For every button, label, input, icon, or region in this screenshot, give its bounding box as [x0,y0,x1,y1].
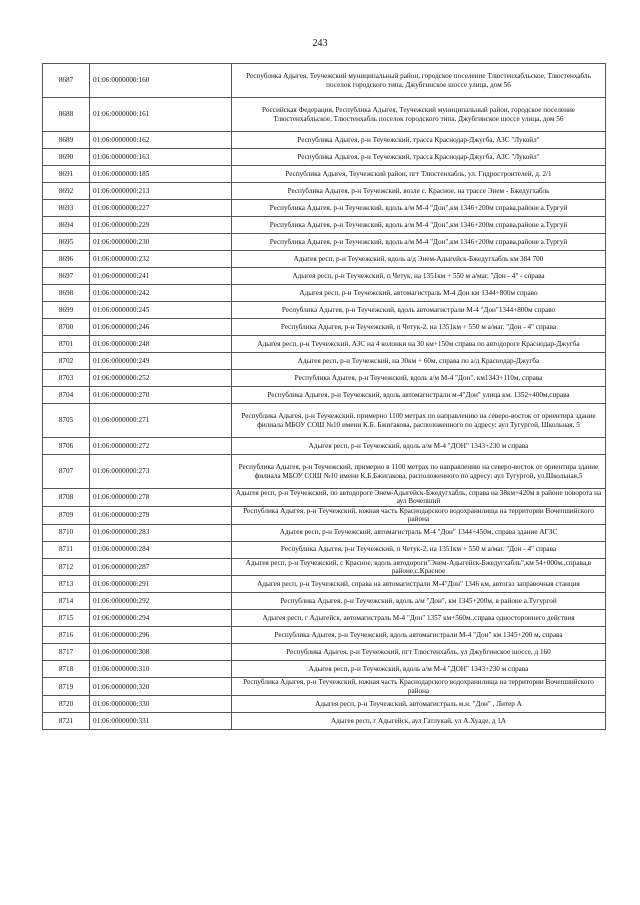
cadastral-number-cell: 01:06:0000000:294 [90,610,232,627]
cadastral-number-cell: 01:06:0000000:185 [90,166,232,183]
table-row [43,524,606,541]
row-number-cell: 8698 [43,285,90,302]
table-row [43,217,606,234]
address-cell: Республика Адыгея, р-н Теучежский, южная часть Краснодарского водохранилища на территории Вочепшийского района [232,678,606,696]
cadastral-number-cell: 01:06:0000000:271 [90,404,232,438]
row-number-cell: 8716 [43,627,90,644]
cadastral-number-cell: 01:06:0000000:272 [90,438,232,455]
table-row [43,610,606,627]
address-cell: Адыгея респ, р-н Теучежский, справа на автомагистрали М-4"Дон" 1346 км, автогаз заправочная станция [232,576,606,593]
row-number-cell: 8721 [43,713,90,730]
address-cell: Республика Адыгея, р-н Теучежский, вдоль а/м М-4 "Дон",км 1346+200м справа,районе а.Тургуй [232,234,606,251]
cadastral-number-cell: 01:06:0000000:283 [90,524,232,541]
row-number-cell: 8708 [43,489,90,507]
address-cell: Республика Адыгея, р-н Теучежский, п Четук-2, на 1351км + 550 м а/маг. "Дон - 4" справа [232,541,606,558]
address-cell: Адыгея респ, р-н Теучежский, АЗС на 4 колонки на 30 км+150м справа по автодороге Краснодар-Джугба [232,336,606,353]
table-row [43,387,606,404]
table-row [43,285,606,302]
table-row [43,166,606,183]
address-cell: Республика Адыгея, р-н Теучежский, вдоль а/м М-4 "Дон",км 1346+200м справа,районе а.Тургуй [232,217,606,234]
row-number-cell: 8687 [43,64,90,98]
cadastral-number-cell: 01:06:0000000:245 [90,302,232,319]
cadastral-number-cell: 01:06:0000000:296 [90,627,232,644]
row-number-cell: 8717 [43,644,90,661]
row-number-cell: 8700 [43,319,90,336]
registry-table [42,63,606,730]
address-cell: Республика Адыгея, р-н Теучежский, вдоль а/м "Дон", км 1345+200м, в районе а.Тугургой [232,593,606,610]
table-row [43,678,606,696]
cadastral-number-cell: 01:06:0000000:213 [90,183,232,200]
row-number-cell: 8705 [43,404,90,438]
row-number-cell: 8691 [43,166,90,183]
address-cell: Республика Адыгея, р-н Теучежский, трасса Краснодар-Джугба, АЗС "Лукойл" [232,132,606,149]
cadastral-number-cell: 01:06:0000000:331 [90,713,232,730]
table-row [43,438,606,455]
table-row [43,200,606,217]
address-cell: Адыгея респ, г Адыгейск, аул Гатлукай, ул А.Хуаде, д 1А [232,713,606,730]
row-number-cell: 8711 [43,541,90,558]
cadastral-number-cell: 01:06:0000000:320 [90,678,232,696]
address-cell: Республика Адыгея, р-н Теучежский, трасса Краснодар-Джугба, АЗС "Лукойл" [232,149,606,166]
registry-table-body [43,64,606,730]
address-cell: Республика Адыгея, р-н Теучежский, вдоль автомагистрали М-4 "Дон"1344+800м справо [232,302,606,319]
row-number-cell: 8701 [43,336,90,353]
row-number-cell: 8707 [43,455,90,489]
page-number: 243 [312,38,328,49]
row-number-cell: 8702 [43,353,90,370]
address-cell: Республика Адыгея, р-н Теучежский, вдоль а/м М-4 "Дон",км 1346+200м справа,районе а.Тургуй [232,200,606,217]
table-row [43,234,606,251]
table-row [43,370,606,387]
cadastral-number-cell: 01:06:0000000:270 [90,387,232,404]
table-row [43,268,606,285]
table-row [43,336,606,353]
table-row [43,353,606,370]
row-number-cell: 8706 [43,438,90,455]
address-cell: Адыгея респ, р-н Теучежский, вдоль а/м М-4 "ДОН" 1343+230 м справа [232,438,606,455]
address-cell: Республика Адыгея, р-н Теучежский, примерно 1100 метрах по направлению на северо-восток от ориентира здание филиала МБОУ СОШ №10 имени К.Б. Бжигакова, расположенного по адресу: аул Тугургой, Школьная, 5 [232,404,606,438]
address-cell: Республика Адыгея, р-н Теучежский, вдоль автомагистрали М-4 "Дон" км 1345+200 м, справа [232,627,606,644]
row-number-cell: 8699 [43,302,90,319]
table-row [43,64,606,98]
row-number-cell: 8694 [43,217,90,234]
row-number-cell: 8695 [43,234,90,251]
address-cell: Адыгея респ, р-н Теучежский, автомагистраль м.н. "Дон" , Литер А [232,696,606,713]
row-number-cell: 8714 [43,593,90,610]
address-cell: Адыгея респ, р-н Теучежский, по автодороге Энем-Адыгейск-Бжедугхабль, справа на 38км+420м в районе поворота на аул Вочепший [232,489,606,507]
cadastral-number-cell: 01:06:0000000:246 [90,319,232,336]
cadastral-number-cell: 01:06:0000000:230 [90,234,232,251]
address-cell: Адыгея респ, р-н Теучежский, п Четук, на 1351км + 550 м а/маг. "Дон - 4" - справа [232,268,606,285]
table-row [43,661,606,678]
address-cell: Республика Адыгея, р-н Теучежский, п Четук-2, на 1351км + 550 м а/маг. "Дон - 4" справа [232,319,606,336]
cadastral-number-cell: 01:06:0000000:292 [90,593,232,610]
cadastral-number-cell: 01:06:0000000:287 [90,558,232,576]
row-number-cell: 8713 [43,576,90,593]
address-cell: Адыгея респ, р-н Теучежский, автомагистраль М-4 "Дон" 1344+450м, справа здание АГЗС [232,524,606,541]
row-number-cell: 8697 [43,268,90,285]
table-row [43,593,606,610]
row-number-cell: 8715 [43,610,90,627]
row-number-cell: 8719 [43,678,90,696]
cadastral-number-cell: 01:06:0000000:284 [90,541,232,558]
cadastral-number-cell: 01:06:0000000:330 [90,696,232,713]
row-number-cell: 8693 [43,200,90,217]
cadastral-number-cell: 01:06:0000000:232 [90,251,232,268]
row-number-cell: 8709 [43,506,90,524]
address-cell: Адыгея респ, р-н Теучежский, вдоль а/м М-4 "ДОН" 1343+230 м справа [232,661,606,678]
address-cell: Адыгея респ, р-н Теучежский, вдоль а/д Энем-Адыгейск-Бжедугхабль км 384 700 [232,251,606,268]
table-row [43,149,606,166]
table-row [43,576,606,593]
table-row [43,98,606,132]
address-cell: Адыгея респ, р-н Теучежский, автомагистраль М-4 Дон км 1344+800м справо [232,285,606,302]
address-cell: Республика Адыгея, р-н Теучежский, южная часть Краснодарского водохранилища на территории Вочепшийского района [232,506,606,524]
table-row [43,489,606,507]
cadastral-number-cell: 01:06:0000000:161 [90,98,232,132]
table-row [43,713,606,730]
cadastral-number-cell: 01:06:0000000:273 [90,455,232,489]
table-row [43,455,606,489]
row-number-cell: 8704 [43,387,90,404]
row-number-cell: 8710 [43,524,90,541]
table-row [43,132,606,149]
table-row [43,302,606,319]
row-number-cell: 8696 [43,251,90,268]
address-cell: Республика Адыгея, р-н Теучежский, примерно в 1100 метрах по направлению на северо-восток от ориентира здание филиала МБОУ СОШ №10 имени К.Б.Бжигакова, расположенного по адресу: аул Тугургой, ул.Школьная,5 [232,455,606,489]
row-number-cell: 8692 [43,183,90,200]
cadastral-number-cell: 01:06:0000000:160 [90,64,232,98]
address-cell: Республика Адыгея, Теучежский муниципальный район, городское поселение Тлюстенхабльское, Тлюстенхабль поселок городского типа, Джубгинское шоссе улица, дом 56 [232,64,606,98]
table-row [43,627,606,644]
address-cell: Республика Адыгея, Теучежский район, пгт Тлюстенхабль, ул. Гидростроителей, д. 2/1 [232,166,606,183]
address-cell: Республика Адыгея, р-н Теучежский, возле с. Красное, на трассе Энем - Бжедугхабль [232,183,606,200]
cadastral-number-cell: 01:06:0000000:252 [90,370,232,387]
row-number-cell: 8712 [43,558,90,576]
cadastral-number-cell: 01:06:0000000:279 [90,506,232,524]
row-number-cell: 8690 [43,149,90,166]
address-cell: Адыгея респ, г Адыгейск, автомагистраль М-4 "Дон" 1357 км+560м.,справа одностороннего действия [232,610,606,627]
table-row [43,251,606,268]
cadastral-number-cell: 01:06:0000000:162 [90,132,232,149]
row-number-cell: 8703 [43,370,90,387]
row-number-cell: 8718 [43,661,90,678]
cadastral-number-cell: 01:06:0000000:278 [90,489,232,507]
address-cell: Адыгея респ, р-н Теучежский, с Красное, вдоль автодороги"Энем-Адыгейск-Бжедугхабль",км 54+000м.,справа,в районе,с.Красное [232,558,606,576]
address-cell: Адыгея респ, р-н Теучежский, на 30км + 60м, справа по а/д Краснодар-Джугба [232,353,606,370]
table-row [43,404,606,438]
table-row [43,644,606,661]
cadastral-number-cell: 01:06:0000000:229 [90,217,232,234]
table-row [43,506,606,524]
row-number-cell: 8689 [43,132,90,149]
table-row [43,319,606,336]
cadastral-number-cell: 01:06:0000000:163 [90,149,232,166]
cadastral-number-cell: 01:06:0000000:242 [90,285,232,302]
cadastral-number-cell: 01:06:0000000:308 [90,644,232,661]
cadastral-number-cell: 01:06:0000000:241 [90,268,232,285]
cadastral-number-cell: 01:06:0000000:291 [90,576,232,593]
cadastral-number-cell: 01:06:0000000:227 [90,200,232,217]
row-number-cell: 8720 [43,696,90,713]
address-cell: Республика Адыгея, р-н Теучежский, вдоль а/м М-4 "Дон", км1343+110м, справа [232,370,606,387]
table-row [43,183,606,200]
table-row [43,696,606,713]
cadastral-number-cell: 01:06:0000000:249 [90,353,232,370]
address-cell: Республика Адыгея, р-н Теучежский, пгт Тлюстенхабль, ул Джубгинское шоссе, д 160 [232,644,606,661]
table-row [43,541,606,558]
address-cell: Российская Федерация, Республика Адыгея, Теучежский муниципальный район, городское поселение Тлюстенхабльское, Тлюстенхабль поселок городского типа, Джубгинское шоссе улица, дом 56 [232,98,606,132]
cadastral-number-cell: 01:06:0000000:310 [90,661,232,678]
address-cell: Республика Адыгея, р-н Теучежский, вдоль автомагистрали м-4"Дон" улица км. 1352+400м,справа [232,387,606,404]
cadastral-number-cell: 01:06:0000000:248 [90,336,232,353]
row-number-cell: 8688 [43,98,90,132]
table-row [43,558,606,576]
